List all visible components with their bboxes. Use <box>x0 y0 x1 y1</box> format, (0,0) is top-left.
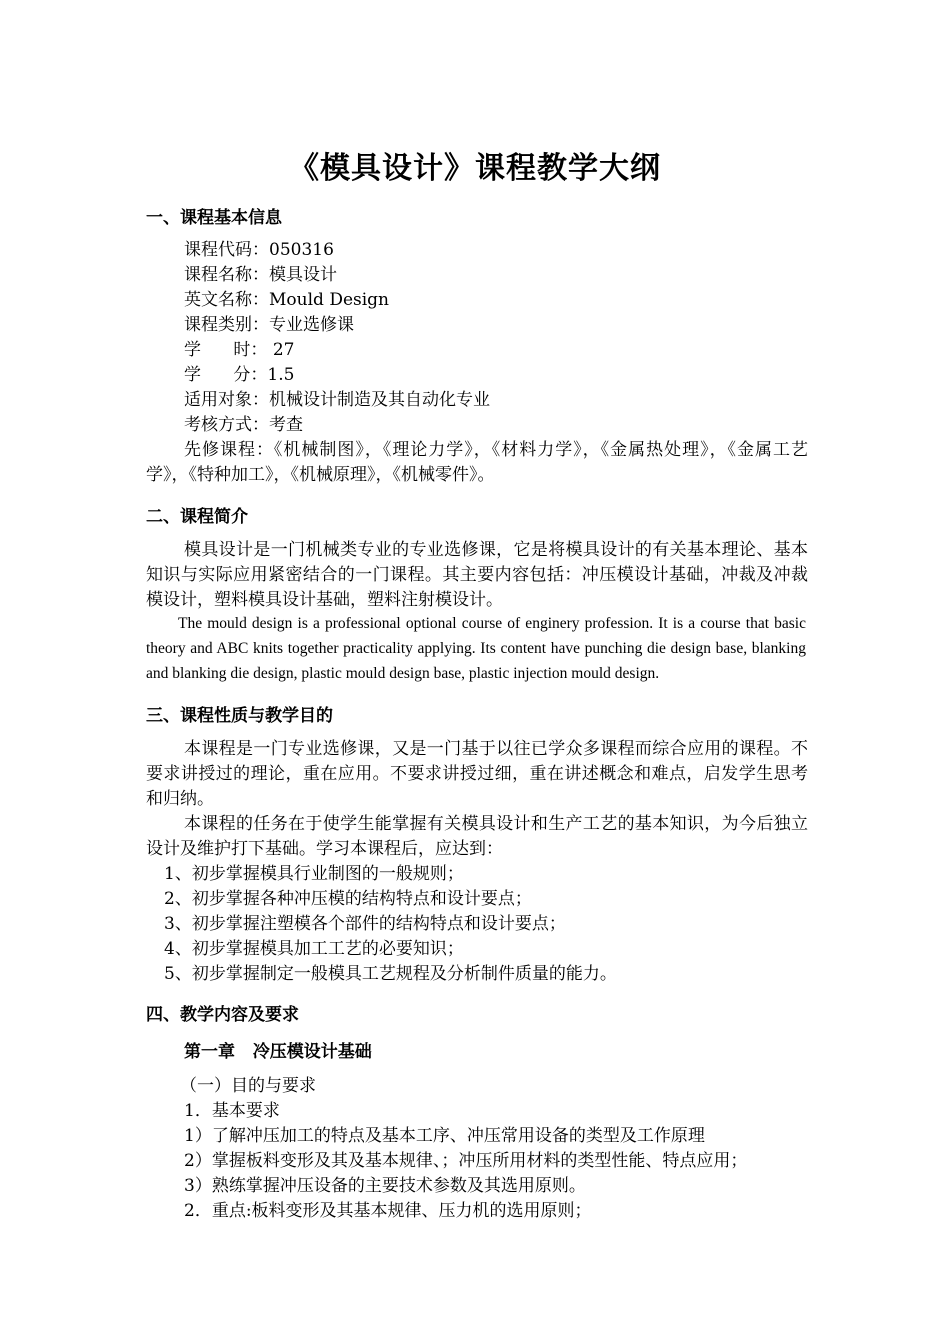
section-heading-content: 四、教学内容及要求 <box>146 1005 299 1025</box>
list-item: 4、初步掌握模具加工工艺的必要知识； <box>164 939 464 959</box>
page-title: 《模具设计》课程教学大纲 <box>289 151 661 186</box>
target-audience: 适用对象：机械设计制造及其自动化专业 <box>184 390 490 410</box>
list-item: 5、初步掌握制定一般模具工艺规程及分析制件质量的能力。 <box>164 964 617 984</box>
course-credits: 学 分：1.5 <box>184 365 295 385</box>
course-name: 课程名称：模具设计 <box>184 265 337 285</box>
course-code: 课程代码：050316 <box>184 240 334 260</box>
section-heading-purpose: 三、课程性质与教学目的 <box>146 706 333 726</box>
requirement-item: 2）掌握板料变形及其及基本规律、；冲压所用材料的类型性能、特点应用； <box>184 1151 748 1171</box>
assessment-method: 考核方式：考查 <box>184 415 303 435</box>
purpose-paragraph-1: 本课程是一门专业选修课，又是一门基于以往已学众多课程而综合应用的课程。不要求讲授过的理论，重在应用。不要求讲授过细，重在讲述概念和难点，启发学生思考和归纳。 <box>146 739 808 809</box>
list-item: 2、初步掌握各种冲压模的结构特点和设计要点； <box>164 889 532 909</box>
basic-requirements: 1．基本要求 <box>184 1101 280 1121</box>
requirement-item: 3）熟练掌握冲压设备的主要技术参数及其选用原则。 <box>184 1176 586 1196</box>
prerequisite-courses: 先修课程：《机械制图》，《理论力学》，《材料力学》，《金属热处理》，《金属工艺学》，《特种加工》，《机械原理》，《机械零件》。 <box>146 440 808 485</box>
purpose-paragraph-2: 本课程的任务在于使学生能掌握有关模具设计和生产工艺的基本知识，为今后独立设计及维护打下基础。学习本课程后，应达到： <box>146 814 808 859</box>
list-item: 1、初步掌握模具行业制图的一般规则； <box>164 864 464 884</box>
introduction-chinese: 模具设计是一门机械类专业的专业选修课，它是将模具设计的有关基本理论、基本知识与实际应用紧密结合的一门课程。其主要内容包括：冲压模设计基础，冲裁及冲裁模设计，塑料模具设计基础，塑料注射模设计。 <box>146 540 808 610</box>
chapter-heading: 第一章 冷压模设计基础 <box>184 1042 372 1062</box>
requirement-item: 1）了解冲压加工的特点及基本工序、冲压常用设备的类型及工作原理 <box>184 1126 705 1146</box>
course-hours: 学 时： 27 <box>184 340 295 360</box>
section-heading-basic-info: 一、课程基本信息 <box>146 208 282 228</box>
list-item: 3、初步掌握注塑模各个部件的结构特点和设计要点； <box>164 914 566 934</box>
english-name: 英文名称：Mould Design <box>184 290 389 310</box>
key-points: 2．重点:板料变形及其基本规律、压力机的选用原则； <box>184 1201 592 1221</box>
introduction-english: The mould design is a professional optional course of enginery profession. It is a course that basic theory and ABC knits together practicality applying. Its content have punching die design base, blanking and blanking die design, plastic mould design base, plastic injection mould design. <box>146 615 806 682</box>
section-heading-introduction: 二、课程简介 <box>146 507 248 527</box>
course-category: 课程类别：专业选修课 <box>184 315 354 335</box>
objectives-heading: （一）目的与要求 <box>180 1076 316 1096</box>
